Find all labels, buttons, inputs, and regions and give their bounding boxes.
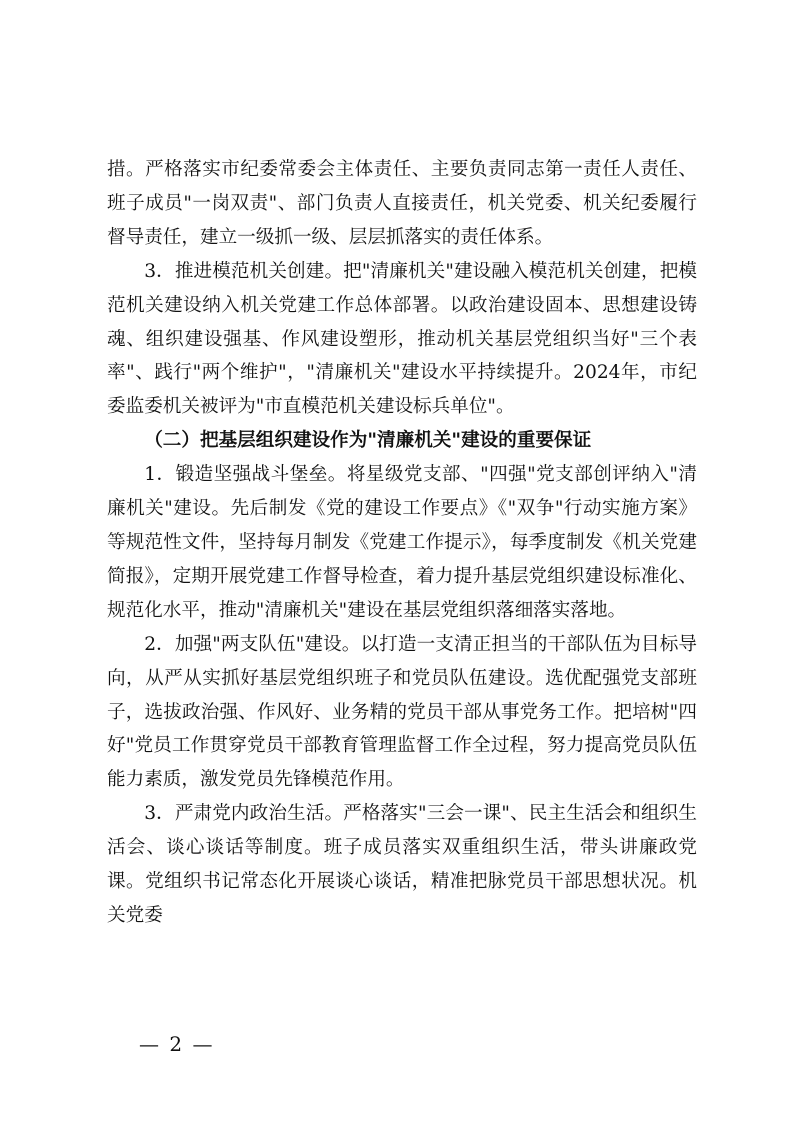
section-heading: （二）把基层组织建设作为"清廉机关"建设的重要保证 bbox=[144, 430, 592, 452]
document-body bbox=[107, 153, 697, 933]
paragraph-two-teams: 2．加强"两支队伍"建设。以打造一支清正担当的干部队伍为目标导向，从严从实抓好基层党组织班子和党员队伍建设。选优配强党支部班子，选拔政治强、作风好、业务精的党员干部从事党务工作。把培树"四好"党员工作贯穿党员干部教育管理监督工作全过程，努力提高党员队伍能力素质，激发党员先锋模范作用。 bbox=[107, 633, 697, 791]
paragraph-model-organ: 3．推进模范机关创建。把"清廉机关"建设融入模范机关创建，把模范机关建设纳入机关党建工作总体部署。以政治建设固本、思想建设铸魂、组织建设强基、作风建设塑形，推动机关基层党组织当好"三个表率"、践行"两个维护"，"清廉机关"建设水平持续提升。2024年，市纪委监委机关被评为"市直模范机关建设标兵单位"。 bbox=[107, 260, 697, 418]
page-number: — 2 — bbox=[139, 1032, 215, 1056]
paragraph-fortress: 1．锻造坚强战斗堡垒。将星级党支部、"四强"党支部创评纳入"清廉机关"建设。先后制发《党的建设工作要点》《"双争"行动实施方案》等规范性文件，坚持每月制发《党建工作提示》，每季度制发《机关党建简报》，定期开展党建工作督导检查，着力提升基层党组织建设标准化、规范化水平，推动"清廉机关"建设在基层党组织落细落实落地。 bbox=[107, 464, 697, 621]
paragraph-continuation: 措。严格落实市纪委常委会主体责任、主要负责同志第一责任人责任、班子成员"一岗双责"、部门负责人直接责任，机关党委、机关纪委履行督导责任，建立一级抓一级、层层抓落实的责任体系。 bbox=[107, 159, 697, 248]
paragraph-political-life: 3．严肃党内政治生活。严格落实"三会一课"、民主生活会和组织生活会、谈心谈话等制度。班子成员落实双重组织生活，带头讲廉政党课。党组织书记常态化开展谈心谈话，精准把脉党员干部思想状况。机关党委 bbox=[107, 803, 697, 926]
